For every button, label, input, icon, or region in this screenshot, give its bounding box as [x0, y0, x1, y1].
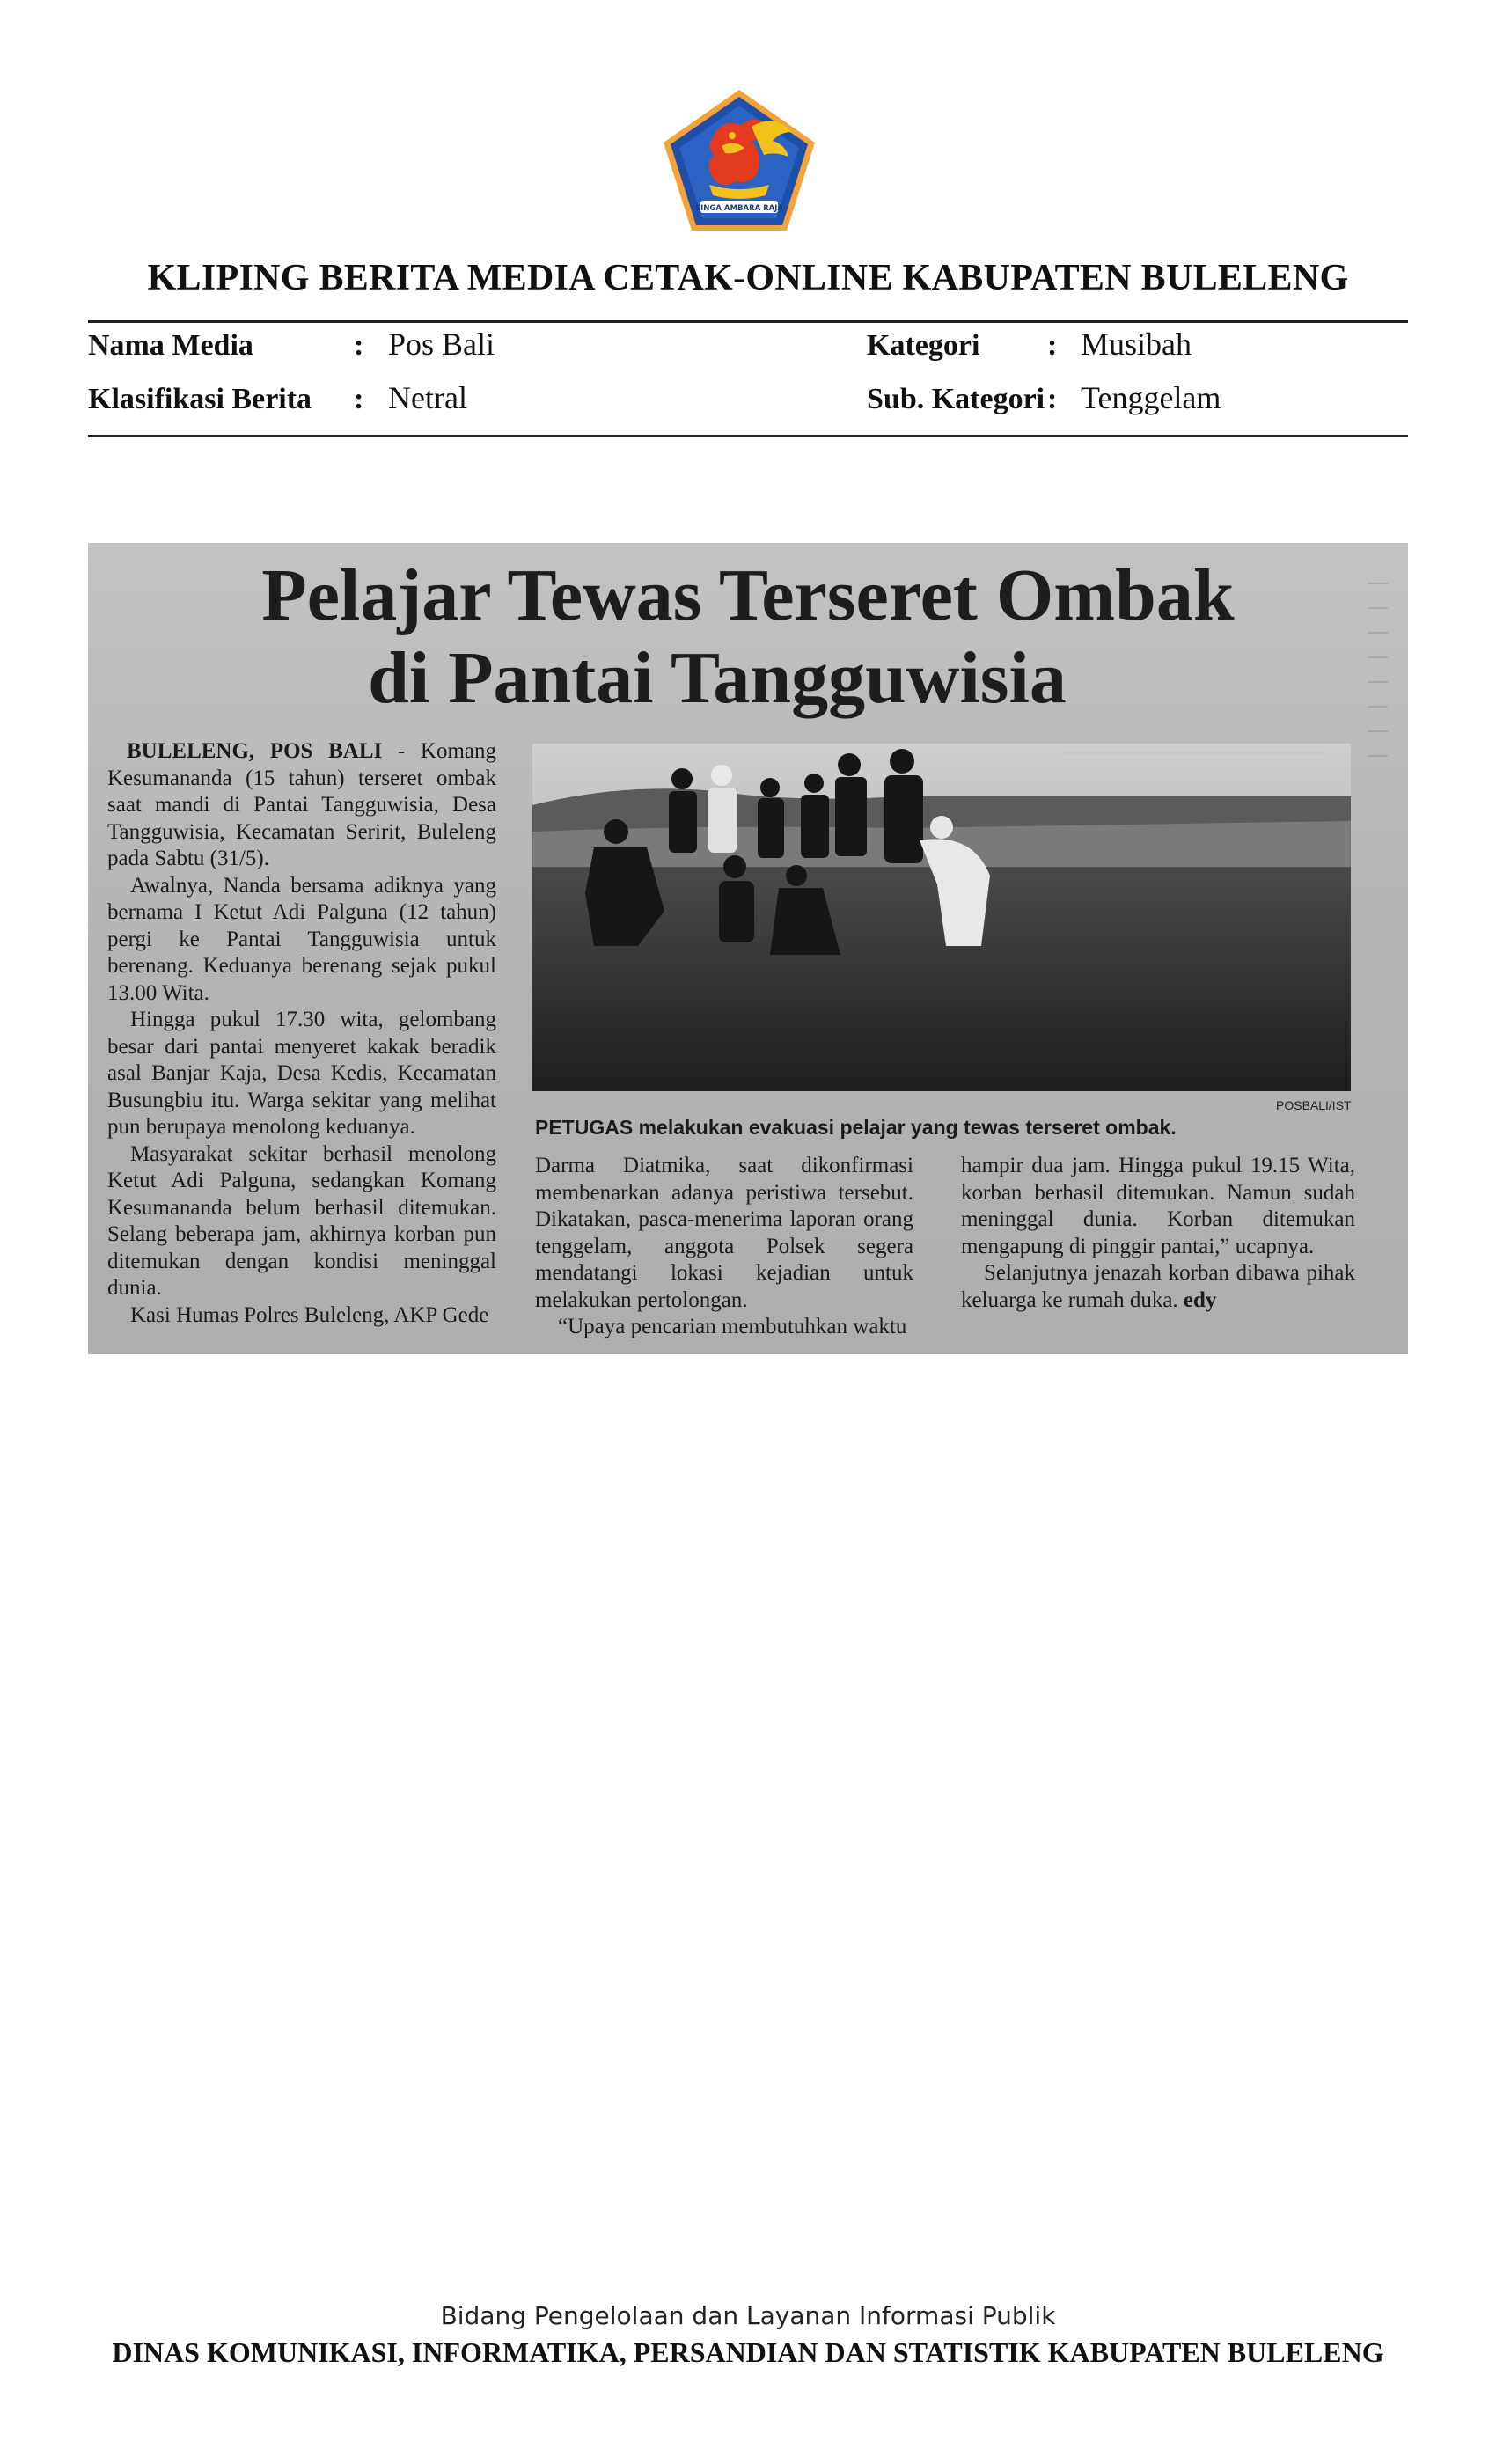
article-column-3 [961, 1153, 1355, 1314]
photo-caption: PETUGAS melakukan evakuasi pelajar yang tewas terseret ombak. [535, 1116, 1177, 1139]
bleed-through-texture: ― ― ― ― ― ― ― ― [1368, 570, 1388, 765]
article-paragraph: Hingga pukul 17.30 wita, gelombang besar dari pantai menyeret kakak beradik asal Banjar Kaja, Desa Kedis, Kecamatan Busungbiu itu. Warga sekitar yang melihat pun berupaya menolong keduanya. [107, 1008, 496, 1139]
article-paragraph: Awalnya, Nanda bersama adiknya yang bernama I Ketut Adi Palguna (12 tahun) pergi ke Pantai Tangguwisia untuk berenang. Keduanya berenang sejak pukul 13.00 Wita. [107, 873, 496, 1005]
evacuation-photo [532, 744, 1351, 1091]
classification-colon: : [354, 383, 364, 415]
article-column-1 [107, 738, 496, 1329]
subcategory-label: Sub. Kategori [867, 383, 1045, 415]
article-headline-line1: Pelajar Tewas Terseret Ombak [261, 554, 1235, 636]
logo-motto: SINGA AMBARA RAJA [695, 204, 783, 213]
footer-agency: DINAS KOMUNIKASI, INFORMATIKA, PERSANDIAN DAN STATISTIK KABUPATEN BULELENG [112, 2336, 1384, 2368]
author-initials: edy [1183, 1287, 1217, 1312]
classification-value: Netral [388, 380, 467, 415]
article-lead-text: - Komang Kesumananda (15 tahun) terseret ombak saat mandi di Pantai Tangguwisia, Desa Tangguwisia, Kecamatan Seririt, Buleleng pada Sabtu (31/5). [107, 739, 497, 870]
regency-emblem-logo [660, 86, 818, 234]
article-paragraph [107, 738, 496, 873]
header-divider-bottom [88, 435, 1408, 437]
article-paragraph: “Upaya pencarian membutuhkan waktu [558, 1315, 907, 1338]
article-headline-line2: di Pantai Tangguwisia [368, 637, 1067, 719]
article-closing-text: Selanjutnya jenazah korban dibawa pihak keluarga ke rumah duka. [961, 1261, 1355, 1312]
article-paragraph: Darma Diatmika, saat dikonfirmasi membenarkan adanya peristiwa tersebut. Dikatakan, pasca-menerima laporan orang tenggelam, anggota Polsek segera mendatangi lokasi kejadian untuk melakukan pertolongan. [535, 1154, 913, 1312]
newspaper-clipping [88, 543, 1408, 1354]
subcategory-value: Tenggelam [1081, 380, 1221, 415]
news-photo [532, 744, 1351, 1091]
media-colon: : [354, 329, 364, 362]
category-value: Musibah [1081, 326, 1192, 362]
header-divider-top [88, 320, 1408, 323]
footer-department: Bidang Pengelolaan dan Layanan Informasi Publik [440, 2301, 1056, 2330]
article-paragraph: Kasi Humas Polres Buleleng, AKP Gede [130, 1302, 489, 1327]
article-paragraph: hampir dua jam. Hingga pukul 19.15 Wita, korban berhasil ditemukan. Namun sudah meninggal dunia. Korban ditemukan mengapung di pinggir pantai,” ucapnya. [961, 1154, 1355, 1258]
classification-label: Klasifikasi Berita [88, 383, 312, 415]
article-paragraph [961, 1260, 1355, 1314]
article-column-2 [535, 1153, 913, 1341]
category-label: Kategori [867, 329, 980, 362]
subcategory-colon: : [1047, 383, 1058, 415]
category-colon: : [1047, 329, 1058, 362]
page-title: KLIPING BERITA MEDIA CETAK-ONLINE KABUPATEN BULELENG [147, 258, 1349, 298]
article-paragraph: Masyarakat sekitar berhasil menolong Ketut Adi Palguna, sedangkan Komang Kesumananda belum berhasil ditemukan. Selang beberapa jam, akhirnya korban pun ditemukan dengan kondisi meninggal dunia. [107, 1141, 496, 1300]
media-label: Nama Media [88, 329, 253, 362]
photo-credit: POSBALI/IST [1276, 1098, 1352, 1112]
media-value: Pos Bali [388, 326, 495, 362]
article-dateline: BULELENG, POS BALI [127, 739, 383, 763]
